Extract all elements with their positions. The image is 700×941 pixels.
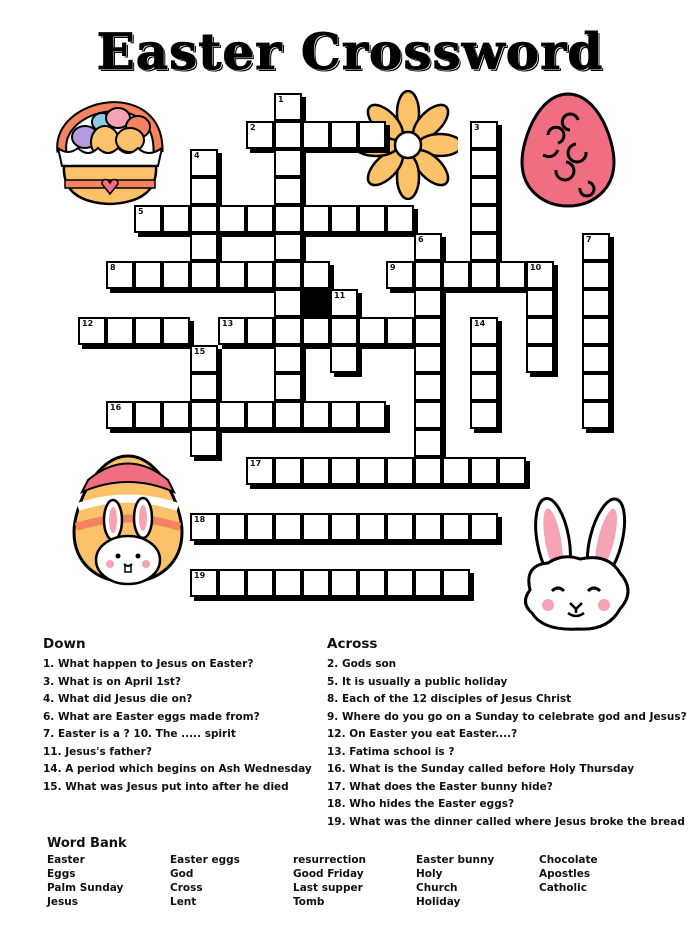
across-clue: 9. Where do you go on a Sunday to celebrate god and Jesus?: [327, 710, 687, 723]
crossword-cell[interactable]: [274, 205, 302, 233]
word-bank-word: Holiday: [416, 896, 461, 908]
crossword-cell[interactable]: [134, 317, 162, 345]
crossword-cell[interactable]: [78, 317, 106, 345]
word-bank-word: Last supper: [293, 882, 363, 894]
crossword-cell[interactable]: [190, 149, 218, 177]
crossword-cell[interactable]: [442, 569, 470, 597]
crossword-cell[interactable]: [358, 205, 386, 233]
word-bank-word: Good Friday: [293, 868, 364, 880]
crossword-cell[interactable]: [442, 457, 470, 485]
crossword-cell[interactable]: [162, 401, 190, 429]
crossword-cell[interactable]: [358, 513, 386, 541]
crossword-cell[interactable]: [246, 457, 274, 485]
clue-number: 10: [530, 263, 542, 272]
crossword-cell[interactable]: [190, 513, 218, 541]
crossword-cell[interactable]: [274, 513, 302, 541]
across-clue: 17. What does the Easter bunny hide?: [327, 780, 553, 793]
crossword-cell[interactable]: [190, 401, 218, 429]
across-clue: 19. What was the dinner called where Jesus broke the bread: [327, 815, 685, 828]
crossword-cell[interactable]: [358, 317, 386, 345]
across-clue: 5. It is usually a public holiday: [327, 675, 508, 688]
crossword-cell[interactable]: [162, 261, 190, 289]
across-heading: Across: [327, 636, 378, 652]
crossword-cell[interactable]: [386, 457, 414, 485]
crossword-cell[interactable]: [302, 205, 330, 233]
crossword-cell[interactable]: [330, 401, 358, 429]
crossword-cell[interactable]: [190, 177, 218, 205]
crossword-cell[interactable]: [582, 261, 610, 289]
word-bank-word: Tomb: [293, 896, 325, 908]
crossword-cell[interactable]: [330, 289, 358, 317]
crossword-cell[interactable]: [386, 261, 414, 289]
crossword-cell[interactable]: [302, 261, 330, 289]
crossword-cell[interactable]: [358, 401, 386, 429]
crossword-cell[interactable]: [582, 373, 610, 401]
crossword-cell[interactable]: [190, 373, 218, 401]
clue-number: 4: [194, 151, 200, 160]
crossword-cell[interactable]: [470, 149, 498, 177]
clue-number: 11: [334, 291, 346, 300]
crossword-cell[interactable]: [246, 569, 274, 597]
crossword-cell[interactable]: [470, 345, 498, 373]
crossword-cell[interactable]: [470, 261, 498, 289]
crossword-cell[interactable]: [302, 401, 330, 429]
crossword-cell[interactable]: [274, 345, 302, 373]
crossword-cell[interactable]: [414, 289, 442, 317]
crossword-cell[interactable]: [274, 93, 302, 121]
word-bank-word: Easter bunny: [416, 854, 495, 866]
down-clue: 6. What are Easter eggs made from?: [43, 710, 260, 723]
crossword-cell[interactable]: [218, 401, 246, 429]
crossword-cell[interactable]: [246, 317, 274, 345]
crossword-cell[interactable]: [218, 317, 246, 345]
word-bank-word: Apostles: [539, 868, 591, 880]
across-clue: 16. What is the Sunday called before Holy Thursday: [327, 763, 635, 775]
crossword-cell[interactable]: [246, 513, 274, 541]
page-title: Easter Crossword: [96, 22, 604, 81]
crossword-cell[interactable]: [386, 205, 414, 233]
crossword-cell[interactable]: [498, 261, 526, 289]
down-clue: 11. Jesus's father?: [43, 745, 152, 758]
crossword-cell[interactable]: [414, 373, 442, 401]
crossword-cell[interactable]: [414, 513, 442, 541]
crossword-cell[interactable]: [274, 373, 302, 401]
down-clue: 7. Easter is a ? 10. The ..... spirit: [43, 728, 236, 740]
crossword-cell[interactable]: [330, 513, 358, 541]
crossword-cell[interactable]: [442, 261, 470, 289]
crossword-cell[interactable]: [274, 121, 302, 149]
clue-number: 15: [194, 347, 206, 356]
crossword-cell[interactable]: [526, 345, 554, 373]
crossword-cell[interactable]: [470, 317, 498, 345]
crossword-cell[interactable]: [274, 317, 302, 345]
crossword-cell[interactable]: [246, 121, 274, 149]
across-clue: 12. On Easter you eat Easter....?: [327, 728, 518, 740]
clue-number: 17: [250, 459, 262, 468]
crossword-cell[interactable]: [134, 205, 162, 233]
crossword-cell[interactable]: [134, 261, 162, 289]
clue-number: 6: [418, 235, 424, 244]
crossword-cell[interactable]: [470, 401, 498, 429]
crossword-cell[interactable]: [274, 233, 302, 261]
clue-number: 2: [250, 123, 256, 132]
word-bank-column: [47, 853, 170, 909]
word-bank-word: Church: [416, 882, 458, 894]
crossword-cell[interactable]: [302, 513, 330, 541]
word-bank-word: Eggs: [47, 868, 76, 880]
crossword-cell[interactable]: [330, 457, 358, 485]
crossword-cell[interactable]: [358, 121, 386, 149]
crossword-cell[interactable]: [330, 205, 358, 233]
crossword-cell[interactable]: [414, 345, 442, 373]
word-bank-word: Holy: [416, 868, 443, 880]
clue-number: 12: [82, 319, 94, 328]
crossword-cell[interactable]: [162, 205, 190, 233]
word-bank-column: [539, 853, 662, 909]
crossword-cell[interactable]: [218, 205, 246, 233]
clue-number: 5: [138, 207, 144, 216]
crossword-cell[interactable]: [414, 233, 442, 261]
clue-number: 14: [474, 319, 486, 328]
word-bank-word: Easter: [47, 854, 85, 866]
crossword-cell[interactable]: [246, 205, 274, 233]
crossword-cell[interactable]: [190, 233, 218, 261]
crossword-cell[interactable]: [386, 569, 414, 597]
crossword-cell[interactable]: [526, 317, 554, 345]
down-clue: 15. What was Jesus put into after he died: [43, 780, 289, 793]
crossword-cell[interactable]: [414, 261, 442, 289]
clue-number: 9: [390, 263, 396, 272]
clue-number: 19: [194, 571, 206, 580]
crossword-cell[interactable]: [274, 569, 302, 597]
word-bank-word: Jesus: [47, 896, 79, 908]
down-clue: 1. What happen to Jesus on Easter?: [43, 658, 254, 670]
crossword-cell[interactable]: [190, 569, 218, 597]
crossword-cell[interactable]: [274, 261, 302, 289]
crossword-cell[interactable]: [302, 317, 330, 345]
crossword-cell[interactable]: [218, 261, 246, 289]
crossword-cell[interactable]: [302, 457, 330, 485]
crossword-cell[interactable]: [582, 289, 610, 317]
word-bank-column: [416, 853, 539, 909]
crossword-cell[interactable]: [470, 513, 498, 541]
across-clue: 8. Each of the 12 disciples of Jesus Christ: [327, 693, 572, 705]
word-bank-word: Lent: [170, 896, 197, 908]
crossword-cell[interactable]: [582, 401, 610, 429]
crossword-cell[interactable]: [470, 121, 498, 149]
word-bank-word: Palm Sunday: [47, 882, 124, 894]
across-clues: [327, 636, 687, 831]
crossword-cell[interactable]: [358, 569, 386, 597]
crossword-cell[interactable]: [274, 177, 302, 205]
clue-number: 8: [110, 263, 116, 272]
down-clues: [43, 636, 312, 796]
crossword-cell[interactable]: [106, 317, 134, 345]
crossword-cell[interactable]: [246, 261, 274, 289]
crossword-cell[interactable]: [498, 457, 526, 485]
down-clue: 3. What is on April 1st?: [43, 675, 181, 688]
crossword-cell[interactable]: [162, 317, 190, 345]
crossword-cell[interactable]: [330, 317, 358, 345]
crossword-cell[interactable]: [330, 121, 358, 149]
crossword-cell[interactable]: [358, 457, 386, 485]
crossword-cell[interactable]: [470, 233, 498, 261]
crossword-cell[interactable]: [470, 177, 498, 205]
word-bank-column: [293, 853, 416, 909]
clue-number: 18: [194, 515, 206, 524]
crossword-cell[interactable]: [414, 317, 442, 345]
crossword-cell[interactable]: [134, 401, 162, 429]
word-bank-word: Easter eggs: [170, 854, 240, 866]
crossword-cell[interactable]: [190, 205, 218, 233]
crossword-cell[interactable]: [414, 429, 442, 457]
word-bank-word: Chocolate: [539, 854, 598, 866]
down-clue: 14. A period which begins on Ash Wednesday: [43, 763, 312, 775]
crossword-cell[interactable]: [526, 261, 554, 289]
word-bank-word: resurrection: [293, 854, 367, 866]
crossword-cell[interactable]: [582, 317, 610, 345]
down-clue: 4. What did Jesus die on?: [43, 693, 193, 705]
down-heading: Down: [43, 636, 86, 652]
word-bank-heading: Word Bank: [47, 836, 127, 851]
crossword-cell[interactable]: [414, 457, 442, 485]
clue-number: 16: [110, 403, 122, 412]
crossword-cell[interactable]: [190, 261, 218, 289]
word-bank-word: God: [170, 868, 194, 880]
crossword-cell[interactable]: [442, 513, 470, 541]
crossword-cell[interactable]: [582, 345, 610, 373]
crossword-cell[interactable]: [190, 345, 218, 373]
crossword-cell[interactable]: [470, 457, 498, 485]
crossword-cell[interactable]: [582, 233, 610, 261]
crossword-cell[interactable]: [274, 401, 302, 429]
crossword-cell[interactable]: [106, 401, 134, 429]
crossword-cell[interactable]: [330, 345, 358, 373]
crossword-cell[interactable]: [414, 401, 442, 429]
across-clue: 18. Who hides the Easter eggs?: [327, 798, 515, 810]
crossword-cell[interactable]: [218, 569, 246, 597]
crossword-cell[interactable]: [330, 569, 358, 597]
clue-number: 13: [222, 319, 234, 328]
word-bank-word: Catholic: [539, 882, 587, 894]
clue-number: 3: [474, 123, 480, 132]
crossword-cell[interactable]: [218, 513, 246, 541]
crossword-cell[interactable]: [386, 513, 414, 541]
crossword-cell[interactable]: [526, 289, 554, 317]
crossword-cell[interactable]: [386, 317, 414, 345]
crossword-cell[interactable]: [414, 569, 442, 597]
crossword-cell[interactable]: [302, 121, 330, 149]
across-clue: 13. Fatima school is ?: [327, 745, 455, 758]
word-bank-column: [170, 853, 293, 909]
crossword-cell[interactable]: [274, 149, 302, 177]
crossword-cell[interactable]: [470, 205, 498, 233]
crossword-cell[interactable]: [246, 401, 274, 429]
word-bank: [47, 836, 662, 909]
crossword-cell[interactable]: [274, 289, 302, 317]
black-cell: [302, 289, 330, 317]
word-bank-word: Cross: [170, 882, 203, 894]
clue-number: 7: [586, 235, 592, 244]
crossword-cell[interactable]: [106, 261, 134, 289]
across-clue: 2. Gods son: [327, 658, 397, 670]
crossword-cell[interactable]: [302, 569, 330, 597]
crossword-cell[interactable]: [190, 429, 218, 457]
crossword-cell[interactable]: [470, 373, 498, 401]
crossword-cell[interactable]: [274, 457, 302, 485]
clue-number: 1: [278, 95, 284, 104]
